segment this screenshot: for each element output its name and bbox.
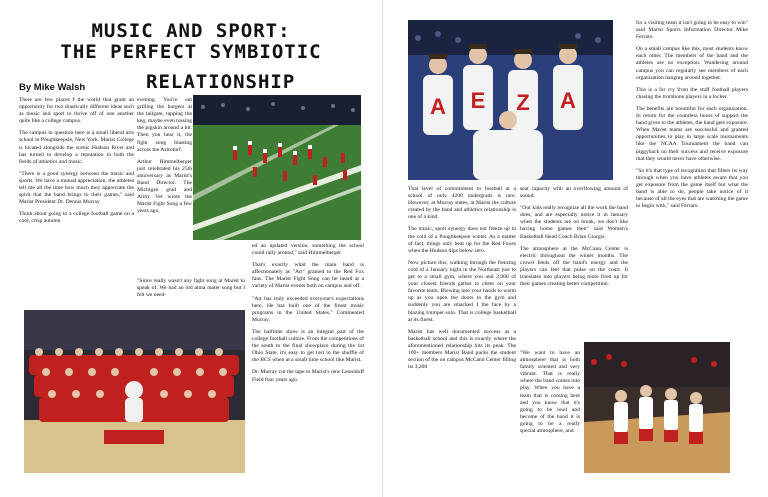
football-field-photo (193, 95, 361, 240)
article-title-line-1: MUSIC AND SPORT: (91, 20, 291, 42)
byline: By Mike Walsh (19, 82, 86, 93)
paragraph: This is a far cry from the stuff football players chasing the trombone players in a locker. (636, 86, 748, 100)
article-title-line-3: RELATIONSHIP (146, 71, 296, 93)
fan-letter: A (430, 94, 446, 119)
paragraph: seat capacity with an overflowing amount of sound. (520, 186, 628, 200)
paragraph: That's exactly what the main band is affectionately as "Art" granted to the Red Fox fans. The Marist Fight Song can be heard at a variety of Marist events both on campus and off. (252, 262, 364, 290)
left-page (0, 0, 383, 497)
paragraph: "Since really wasn't any fight song at Marist to speak of. We had an old alma mater song but I felt we need- (137, 278, 245, 299)
paragraph: Marist has well documented success as a basketball school and this is exactly where the aforementioned relationship hits its peak. The 100+ members Marist Band packs the student section of the on campus McCann Center filling its 3,200 (408, 328, 516, 371)
paragraph: Think about going to a college football game on a cool, crisp autumn (19, 211, 134, 225)
right-column-3 (636, 20, 748, 215)
left-column-2-wide (137, 278, 245, 304)
right-column-1 (408, 186, 516, 376)
right-column-2 (520, 186, 628, 293)
paragraph: evening. You're out grilling the burgers at the tailgate, tapping the keg, maybe even tossing the pigskin around a bit. Then you hear it, the fight song blasting across the Astroturf. (137, 97, 192, 153)
left-column-1 (19, 97, 134, 231)
paragraph: ed an updated version, something the school could rally around," said Himmelberger. (252, 243, 364, 257)
paragraph: "Art has truly exceeded everyone's expectations here. He has built one of the finest music programs in the United States," Commented Murray. (252, 295, 364, 323)
paragraph: The halftime show is an integral part of the college football culture. From the competitions of the south to the final showplace during the 1st Ohio State, it's easy to get lost in the shuffle of the BCS when at a small time school like Marist. (252, 328, 364, 364)
right-page (386, 0, 768, 497)
band-group-photo (24, 310, 245, 473)
basketball-photo (584, 342, 730, 473)
fan-letter: A (560, 88, 576, 113)
paragraph: Dr. Murray cut the tape to Marist's new Leonidoff Field four years ago. (252, 369, 364, 383)
left-column-3 (252, 243, 364, 389)
paragraph: The campus in question here is a small liberal arts school in Poughkeepsie, New York. Marist College is located alongside the scenic Hudson River and has turned to develop a reputation in both the fields of athletics and music. (19, 130, 134, 165)
right-column-2-narrow (520, 350, 580, 440)
fan-letter: Z (516, 90, 530, 115)
paragraph: "So it's that type of recognition that filters its way through when you have athletes aware that you get exposure from the game itself but what the band is able to do, people take notice of it because of all the eyes that are watching the game to begin with," said Ferraro. (636, 167, 748, 210)
paragraph: "Our kids really recognize all the work the band does, and are especially notice it in January when the students are on break, we don't like having home games then" said Women's Basketball Head Coach Brian Giorgis. (520, 205, 628, 240)
paragraph: There are few places I the world that grant an opportunity for two drastically different ideas such as music and sport to thrive off of one another quite like a college campus. (19, 97, 134, 125)
paragraph: "We want to have an atmosphere that is both family oriented and very vibrant. That is really where the band comes into play. When you have a team that is coming here and you know that it's going to be loud and become of the band it is going to be a really special atmosphere, and (520, 350, 580, 435)
paragraph: Arthur Himmelberger just celebrated his 25th anniversary as Marist's Band Director. The Michigan grad and Army Vet wrote the Marist Fight Song a few years ago. (137, 158, 192, 215)
paragraph: The atmosphere at the McCann Center is electric throughout the winter months. The crowd feeds off the band's energy and the players can feel that pulse on the court. It translates into players being more fired up for their games creating better competition. (520, 245, 628, 288)
paragraph: "There is a good synergy between the music and sports. We have a mutual appreciation, the athletes tell me all the time how much they appreciate the spirit that the band brings to their games," said Marist President Dr. Dennis Murray. (19, 170, 134, 206)
left-column-2 (137, 97, 192, 221)
paragraph: for a visiting team it isn't going to be easy to win" said Marist Sports Information Director Mike Ferraro. (636, 20, 748, 41)
fan-letter: E (470, 88, 486, 113)
fans-photo (408, 20, 613, 180)
paragraph: Now picture this; walking through the freezing cold of a January night in the Northeast just to get to a small gym, where you and 3,000 of your closest friends gather to cheer on your favorite team. Blowing into your hands to warm up as you open the doors to the gym and suddenly you are smacked I the face by a blazing trumpet solo. That is college basketball at its finest. (408, 259, 516, 323)
paragraph: The music, sport synergy does not freeze up in the cold of a Poughkeepsie winter. As a matter of fact, things only heat up for the Red Foxes when the Hudson dips below zero. (408, 226, 516, 254)
paragraph: That level of commitment to football at a school of only 4200 undergrads is rare. However, at Murray states, at Marist the culture created by the band and athletics relationship is one of a kind. (408, 186, 516, 221)
paragraph: On a small campus like this, most students know each other. The members of the band and the athletes are no exception. Wandering around campus you can regularly see members of each organization hanging around together. (636, 46, 748, 81)
paragraph: The benefits are bountiful for each organization. In return for the countless hours of support the band gives to the athletes, the band gets exposure. When Marist teams are successful and granted opportunities to play in large scale tournaments like the NCAA Tournament the band can piggyback on their success and receive exposure that they would never have otherwise. (636, 105, 748, 162)
article-title-line-2: THE PERFECT SYMBIOTIC (60, 41, 322, 63)
